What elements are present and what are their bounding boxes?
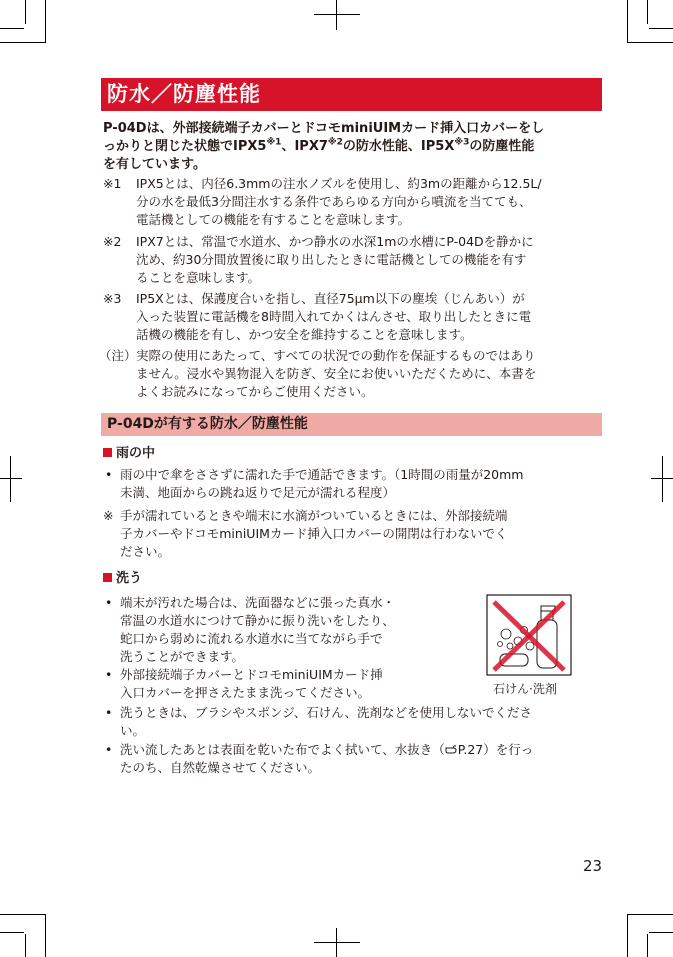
subsection-title: P-04Dが有する防水／防塵性能 <box>101 413 602 436</box>
square-bullet-icon <box>103 448 112 457</box>
crop-mark <box>627 0 628 42</box>
crop-mark <box>0 478 22 479</box>
crop-mark <box>25 934 26 957</box>
wash-heading: 洗う <box>103 570 142 588</box>
crop-mark <box>627 914 628 957</box>
wash-bullet-1: • 端末が汚れた場合は、洗面器などに張った真水・ 常温の水道水につけて静かに振り洗いをしたり、 蛇口から弱めに流れる水道水に当てながら手で 洗うことができます。 <box>105 595 396 664</box>
crop-mark <box>0 914 46 915</box>
caution-note: （注） 実際の使用にあたって、すべての状況での動作を保証するものではあり ません。浸水や異物混入を防ぎ、安全にお使いいただくために、本書を よくお読みになってからご使用ください。 <box>99 348 537 399</box>
square-bullet-icon <box>103 573 112 582</box>
crop-mark <box>25 0 26 24</box>
wash-bullet-4: • 洗い流したあとは表面を乾いた布でよく拭いて、水抜き（ P.27）を行っ たのち、自然乾燥させてください。 <box>105 742 534 775</box>
crop-mark <box>647 0 648 24</box>
crop-mark <box>0 42 46 43</box>
crop-mark <box>649 932 673 933</box>
rain-bullet: • 雨の中で傘をささずに濡れた手で通話できます。（1時間の雨量が20mm 未満、地面からの跳ね返りで足元が濡れる程度） <box>105 467 524 500</box>
lead-line: を有しています。 <box>103 157 206 172</box>
crop-mark <box>0 28 24 29</box>
pointing-hand-icon <box>445 744 458 755</box>
footnote-2: ※2 IPX7とは、常温で水道水、かつ静水の水深1mの水槽にP-04Dを静かに 沈め、約30分間放置後に取り出したときに電話機としての機能を有す ることを意味します。 <box>103 234 534 285</box>
page-reference[interactable]: P.27 <box>445 742 483 757</box>
footnote-mark: ※2 <box>103 234 122 249</box>
crop-mark <box>649 28 673 29</box>
soap-detergent-prohibited-icon <box>486 594 572 676</box>
lead-paragraph <box>103 120 603 174</box>
crop-mark <box>45 914 46 957</box>
crop-mark <box>627 42 673 43</box>
crop-mark <box>662 456 663 502</box>
crop-mark <box>336 0 337 30</box>
crop-mark <box>314 942 360 943</box>
caution-mark: （注） <box>99 348 137 363</box>
crop-mark <box>10 456 11 502</box>
footnote-1: ※1 IPX5とは、内径6.3mmの注水ノズルを使用し、約3mの距離から12.5L/ 分の水を最低3分間注水する条件であらゆる方向から噴流を当てても、 電話機としての機能を有することを意味します。 <box>103 176 542 227</box>
footnote-mark: ※1 <box>103 176 122 191</box>
illustration-caption: 石けん·洗剤 <box>493 682 557 696</box>
crop-mark <box>647 934 648 957</box>
crop-mark <box>627 914 673 915</box>
footnote-mark: ※3 <box>103 291 122 306</box>
crop-mark <box>45 0 46 42</box>
section-title: 防水／防塵性能 <box>101 78 602 111</box>
crop-mark <box>0 932 24 933</box>
footnote-3: ※3 IP5Xとは、保護度合いを指し、直径75μm以下の塵埃（じんあい）が 入った装置に電話機を8時間入れてかくはんさせ、取り出したときに電 話機の機能を有し、かつ安全を維持することを意味します。 <box>103 291 532 342</box>
crop-mark <box>336 928 337 957</box>
page-number: 23 <box>583 857 603 875</box>
lead-line: っかりと閉じた状態でIPX5$^{※1}$、IPX7$^{※2}$の防水性能、$IP5X^{※3}$の防塵性能 <box>103 137 535 154</box>
wash-bullet-2: • 外部接続端子カバーとドコモminiUIMカード挿 入口カバーを押さえたまま洗ってください。 <box>105 667 383 700</box>
rain-note: ※ 手が濡れているときや端末に水滴がついているときには、外部接続端 子カバーやドコモminiUIMカード挿入口カバーの開閉は行わないでく ださい。 <box>103 508 508 559</box>
lead-line: P-04Dは、外部接続端子カバーとドコモminiUIMカード挿入口カバーをし <box>103 121 545 136</box>
crop-mark <box>314 14 360 15</box>
rain-heading: 雨の中 <box>103 445 155 463</box>
wash-bullet-3: • 洗うときは、ブラシやスポンジ、石けん、洗剤などを使用しないでくださ い。 <box>105 705 532 738</box>
